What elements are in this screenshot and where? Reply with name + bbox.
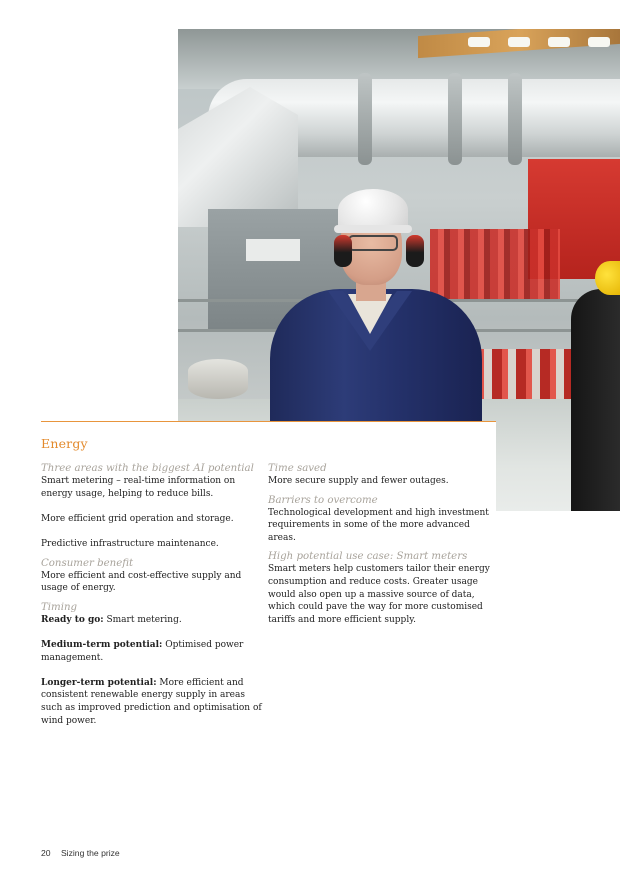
timing-text: Smart metering.: [103, 614, 182, 625]
barriers-block: [268, 494, 496, 545]
section-title: Energy: [41, 436, 88, 451]
second-worker-hard-hat: [595, 261, 620, 295]
time-saved-text: More secure supply and fewer outages.: [268, 476, 449, 486]
ear-protector-left: [334, 235, 352, 267]
worker-hard-hat-brim: [334, 225, 412, 233]
worker-glasses: [348, 235, 398, 251]
photo-pipe-ring: [508, 73, 522, 165]
ear-protector-right: [406, 235, 424, 267]
footer-section-name: Sizing the prize: [60, 848, 120, 858]
photo-red-machinery: [430, 229, 560, 299]
photo-light: [588, 37, 610, 47]
timing-text: More efficient and consistent renewable energy supply in areas such as improved prediction and optimisation of wind power.: [41, 677, 262, 726]
time-saved-block: [268, 462, 496, 488]
timing-text: Optimised power management.: [41, 639, 244, 663]
timing-label: Medium-term potential:: [41, 639, 163, 650]
left-column: [41, 462, 263, 733]
right-column: [268, 462, 496, 632]
consumer-benefit-block: [41, 557, 263, 595]
photo-light: [508, 37, 530, 47]
consumer-benefit-heading: Consumer benefit: [41, 557, 134, 569]
consumer-benefit-text: More efficient and cost-effective supply and usage of energy.: [41, 570, 242, 594]
page-number: 20: [41, 848, 51, 858]
ai-area-item: Predictive infrastructure maintenance.: [41, 538, 219, 549]
timing-block: [41, 601, 263, 727]
timing-item: [41, 677, 263, 727]
timing-label: Ready to go:: [41, 614, 104, 625]
ai-areas-block: [41, 462, 263, 551]
time-saved-heading: Time saved: [268, 463, 327, 474]
use-case-block: [268, 550, 496, 626]
timing-item: [41, 639, 263, 664]
ai-areas-heading: Three areas with the biggest AI potential: [41, 463, 254, 474]
page-footer: [41, 848, 120, 858]
photo-pipe-ring: [448, 73, 462, 165]
second-worker: [571, 289, 620, 511]
timing-item: [41, 614, 263, 627]
photo-light: [548, 37, 570, 47]
ai-area-item: More efficient grid operation and storage.: [41, 513, 234, 524]
timing-heading: Timing: [41, 601, 78, 613]
use-case-text: Smart meters help customers tailor their energy consumption and reduce costs. Greater usage would also open up a massive source of data, which could pave the way for more customised tariffs and more efficient supply.: [268, 564, 490, 625]
barriers-heading: Barriers to overcome: [268, 494, 378, 506]
photo-pipe-ring: [358, 73, 372, 165]
photo-label-plate: [246, 239, 300, 261]
barriers-text: Technological development and high investment requirements in some of the more advanced areas.: [268, 507, 489, 543]
photo-turbine-housing: [178, 87, 298, 227]
photo-light: [468, 37, 490, 47]
section-rule: [41, 421, 496, 422]
use-case-heading: High potential use case: Smart meters: [268, 551, 468, 563]
timing-label: Longer-term potential:: [41, 677, 157, 688]
ai-area-item: Smart metering – real-time information on energy usage, helping to reduce bills.: [41, 476, 236, 499]
photo-tank: [188, 359, 248, 399]
